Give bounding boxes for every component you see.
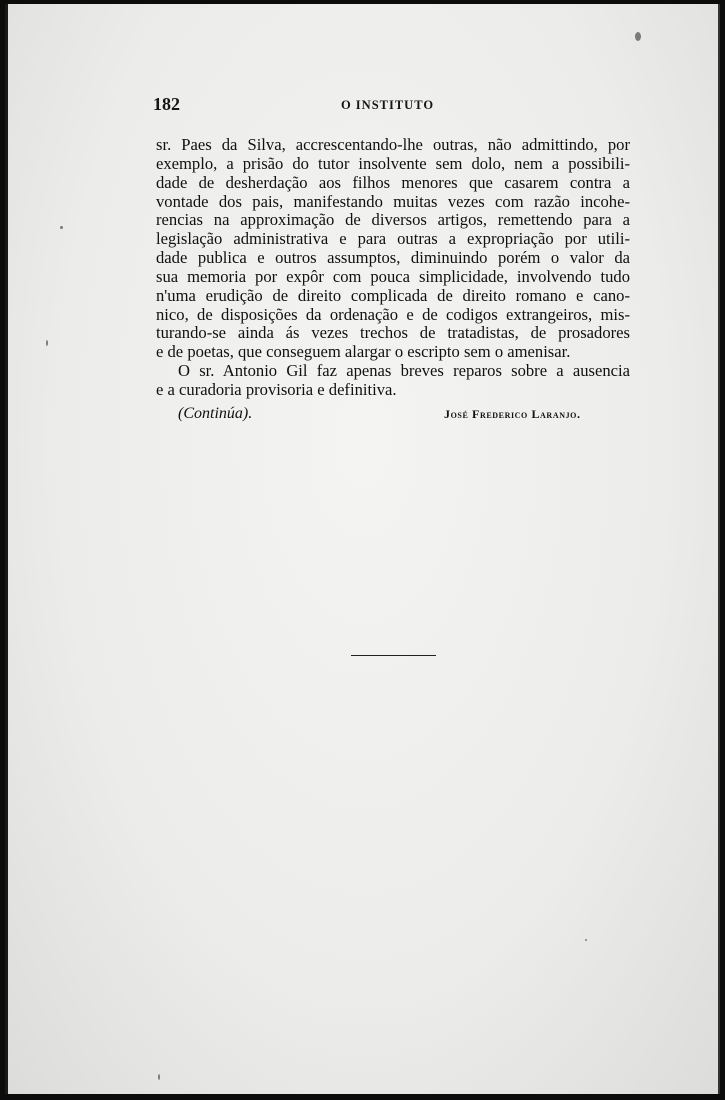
text-line: dade de desherdação aos filhos menores que casarem contra a (156, 172, 630, 192)
text-line: exemplo, a prisão do tutor insolvente sem dolo, nem a possibili- (156, 153, 630, 173)
page-number: 182 (153, 94, 180, 114)
paper-speck (60, 226, 63, 229)
text-line: turando-se ainda ás vezes trechos de tratadistas, de prosadores (156, 323, 630, 343)
text-line: n'uma erudição de direito complicada de direito romano e cano- (156, 285, 630, 305)
page-header (150, 94, 625, 118)
running-title: O INSTITUTO (340, 98, 435, 112)
text-line: sr. Paes da Silva, accrescentando-lhe outras, não admittindo, por (156, 135, 630, 154)
text-line: rencias na approximação de diversos artigos, remettendo para a (156, 210, 630, 230)
scanned-page (5, 4, 720, 1094)
text-line: e de poetas, que conseguem alargar o escripto sem o amenisar. (156, 342, 571, 362)
text-line: dade publica e outros assumptos, diminuindo porém o valor da (156, 248, 630, 268)
continua-note: (Continúa). (178, 405, 253, 422)
paper-speck (158, 1074, 160, 1080)
text-line: legislação administrativa e para outras a expropriação por utili- (156, 229, 630, 249)
text-line: O sr. Antonio Gil faz apenas breves reparos sobre a ausencia (178, 361, 630, 381)
article-body (156, 136, 630, 400)
paper-speck (585, 939, 587, 941)
end-divider (351, 655, 436, 656)
text-line: vontade dos pais, manifestando muitas vezes com razão incohe- (156, 191, 630, 211)
text-line: sua memoria por expôr com pouca simplicidade, involvendo tudo (156, 266, 630, 286)
text-line: e a curadoria provisoria e definitiva. (156, 379, 397, 399)
paper-speck (46, 340, 48, 346)
paper-speck (635, 32, 641, 41)
author-signature: José Frederico Laranjo. (444, 407, 581, 421)
text-line: nico, de disposições da ordenação e de codigos extrangeiros, mis- (156, 304, 630, 324)
